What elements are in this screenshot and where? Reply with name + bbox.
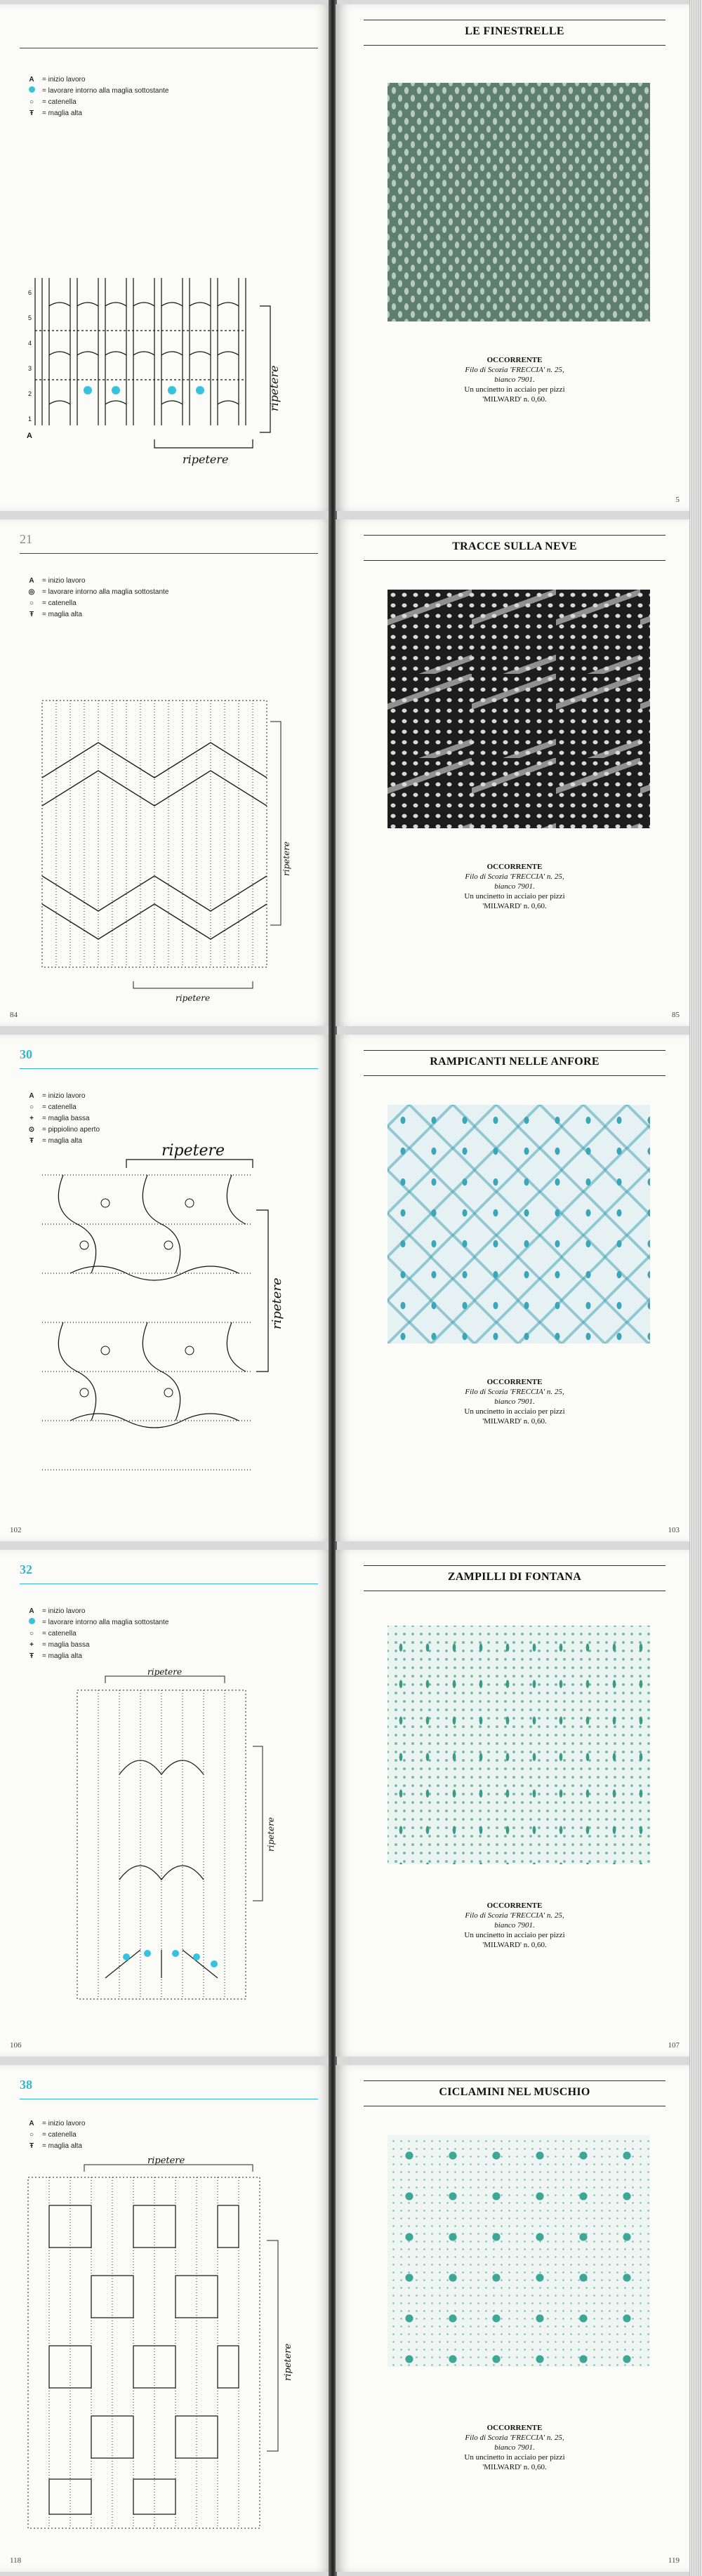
right-page	[336, 2065, 689, 2572]
materials-heading: OCCORRENTE	[486, 2424, 543, 2432]
materials-line: Un uncinetto in acciaio per pizzi	[464, 1931, 565, 1939]
page-edges	[689, 1030, 702, 1546]
legend-symbol: ○	[29, 2131, 34, 2139]
legend-text: = pippiolino aperto	[42, 1126, 100, 1134]
lace-swatch-photo	[388, 1105, 650, 1343]
materials-line: 'MILWARD' n. 0,60.	[482, 1417, 547, 1426]
legend-text: = inizio lavoro	[42, 1092, 86, 1100]
pattern-title: LE FINESTRELLE	[465, 25, 564, 37]
row-number: 1	[28, 416, 32, 423]
materials-line: Un uncinetto in acciaio per pizzi	[464, 2453, 565, 2462]
title-rule-bottom	[364, 1075, 665, 1076]
materials-heading: OCCORRENTE	[486, 1378, 543, 1386]
legend-text: = lavorare intorno alla maglia sottostante	[42, 87, 169, 95]
left-page	[0, 1550, 330, 2057]
crochet-chart	[28, 693, 295, 1002]
pattern-number: 21	[20, 532, 32, 546]
left-page	[0, 1035, 330, 1541]
page-number: 118	[10, 2556, 22, 2565]
ripetere-label: ripetere	[270, 1277, 284, 1329]
symbol-legend	[25, 74, 168, 119]
left-page	[0, 2065, 330, 2572]
right-page	[336, 1035, 689, 1541]
pattern-number: 38	[20, 2078, 32, 2092]
spread-zampilli-di-fontana	[0, 1546, 702, 2061]
materials-line: Filo di Scozia 'FRECCIA' n. 25,	[465, 2434, 564, 2442]
ripetere-label: ripetere	[267, 365, 281, 411]
pattern-title: ZAMPILLI DI FONTANA	[447, 1571, 582, 1583]
legend-text: = catenella	[42, 1103, 77, 1111]
legend-text: = lavorare intorno alla maglia sottostante	[42, 588, 169, 596]
materials-line: Filo di Scozia 'FRECCIA' n. 25,	[465, 1911, 564, 1920]
ripetere-label: ripetere	[161, 1142, 225, 1160]
legend-symbol: Ŧ	[29, 109, 34, 117]
legend-symbol: Ŧ	[29, 1652, 34, 1660]
materials-line: 'MILWARD' n. 0,60.	[482, 2463, 547, 2471]
page-edges	[689, 2061, 702, 2576]
right-page	[336, 4, 689, 511]
spread-le-finestrelle	[0, 0, 702, 515]
crochet-chart	[21, 2156, 302, 2549]
materials-heading: OCCORRENTE	[486, 1901, 543, 1910]
legend-text: = catenella	[42, 98, 77, 106]
right-page	[336, 1550, 689, 2057]
materials-line: Filo di Scozia 'FRECCIA' n. 25,	[465, 1388, 564, 1396]
legend-symbol: ◎	[28, 588, 35, 596]
page-edges	[689, 0, 702, 515]
ripetere-label: ripetere	[183, 453, 229, 466]
materials-heading: OCCORRENTE	[486, 863, 543, 871]
materials-line: Un uncinetto in acciaio per pizzi	[464, 385, 565, 394]
ripetere-label: ripetere	[266, 1817, 276, 1852]
symbol-legend	[25, 576, 168, 620]
legend-symbol: A	[29, 577, 34, 585]
materials-line: Un uncinetto in acciaio per pizzi	[464, 1407, 565, 1416]
header-rule	[20, 1068, 318, 1069]
legend-text: = inizio lavoro	[42, 577, 86, 585]
legend-symbol: ○	[29, 599, 34, 607]
legend-symbol: +	[29, 1115, 34, 1122]
ripetere-label: ripetere	[147, 1667, 183, 1677]
pattern-title: CICLAMINI NEL MUSCHIO	[439, 2086, 590, 2098]
page-number: 119	[668, 2556, 680, 2565]
legend-text: = inizio lavoro	[42, 1607, 86, 1615]
page-number: 107	[668, 2041, 680, 2050]
page-number: 5	[675, 496, 680, 504]
spread-ciclamini-nel-muschio	[0, 2061, 702, 2576]
materials-block	[364, 1901, 665, 1950]
symbol-legend	[25, 2118, 85, 2152]
legend-text: = maglia bassa	[42, 1641, 90, 1649]
title-rule-top	[364, 2080, 665, 2081]
crochet-chart	[28, 264, 281, 474]
legend-text: = maglia alta	[42, 1652, 82, 1660]
materials-line: Filo di Scozia 'FRECCIA' n. 25,	[465, 366, 564, 374]
legend-symbol: A	[29, 1092, 34, 1100]
legend-text: = maglia alta	[42, 611, 82, 618]
chart-stitch-grid	[35, 278, 246, 425]
page-number: 103	[668, 1526, 680, 1534]
row-number: 6	[28, 289, 32, 296]
materials-line: Filo di Scozia 'FRECCIA' n. 25,	[465, 872, 564, 881]
title-rule-top	[364, 535, 665, 536]
blue-dot-icon	[25, 86, 38, 97]
spread-tracce-sulla-neve	[0, 515, 702, 1030]
legend-symbol: Ŧ	[29, 2142, 34, 2150]
page-number: 102	[10, 1526, 22, 1534]
legend-text: = maglia alta	[42, 2142, 82, 2150]
materials-line: bianco 7901.	[494, 1921, 535, 1930]
title-rule-bottom	[364, 560, 665, 561]
legend-symbol: ○	[29, 98, 34, 106]
materials-line: bianco 7901.	[494, 2443, 535, 2452]
row-number: 4	[28, 340, 32, 347]
title-rule-bottom	[364, 45, 665, 46]
legend-symbol: ○	[29, 1630, 34, 1638]
materials-line: 'MILWARD' n. 0,60.	[482, 902, 547, 910]
ripetere-label: ripetere	[176, 993, 211, 1003]
legend-symbol: ○	[29, 1103, 34, 1111]
legend-symbol: A	[29, 76, 34, 84]
legend-text: = maglia alta	[42, 1137, 82, 1145]
materials-heading: OCCORRENTE	[486, 356, 543, 364]
title-rule-top	[364, 1050, 665, 1051]
pattern-title: TRACCE SULLA NEVE	[452, 540, 577, 552]
materials-block	[364, 2423, 665, 2472]
title-rule-top	[364, 1565, 665, 1566]
page-number: 85	[672, 1011, 680, 1019]
start-marker: A	[27, 432, 32, 440]
materials-block	[364, 862, 665, 911]
page-number: 106	[10, 2041, 22, 2050]
lace-swatch-photo	[388, 2135, 650, 2367]
legend-symbol: A	[29, 2120, 34, 2127]
page-edges	[689, 515, 702, 1030]
legend-text: = maglia alta	[42, 109, 82, 117]
ripetere-label: ripetere	[283, 2343, 293, 2381]
pattern-number: 30	[20, 1047, 32, 1061]
legend-text: = catenella	[42, 1630, 77, 1638]
materials-line: bianco 7901.	[494, 1397, 535, 1406]
materials-line: 'MILWARD' n. 0,60.	[482, 1941, 547, 1949]
left-page	[0, 519, 330, 1026]
materials-line: bianco 7901.	[494, 376, 535, 384]
materials-block	[364, 1377, 665, 1426]
crochet-chart	[63, 1669, 295, 2020]
right-page	[336, 519, 689, 1026]
legend-text: = inizio lavoro	[42, 76, 86, 84]
spread-rampicanti-nelle-anfore	[0, 1030, 702, 1546]
materials-line: Un uncinetto in acciaio per pizzi	[464, 892, 565, 901]
legend-symbol: Ŧ	[29, 611, 34, 618]
lace-swatch-photo	[388, 1626, 650, 1864]
legend-symbol: ⊙	[28, 1126, 35, 1134]
row-number: 3	[28, 365, 32, 372]
page-number: 84	[10, 1011, 18, 1019]
legend-text: = catenella	[42, 2131, 77, 2139]
legend-text: = maglia bassa	[42, 1115, 90, 1122]
legend-text: = lavorare intorno alla maglia sottostante	[42, 1619, 169, 1626]
pattern-number: 32	[20, 1562, 32, 1576]
legend-text: = catenella	[42, 599, 77, 607]
ripetere-label: ripetere	[282, 841, 291, 876]
legend-symbol: +	[29, 1641, 34, 1649]
materials-line: 'MILWARD' n. 0,60.	[482, 395, 547, 404]
materials-line: bianco 7901.	[494, 882, 535, 891]
legend-text: = inizio lavoro	[42, 2120, 86, 2127]
row-number: 2	[28, 390, 32, 397]
lace-swatch-photo	[388, 590, 650, 828]
legend-symbol: Ŧ	[29, 1137, 34, 1145]
row-number: 5	[28, 314, 32, 321]
page-edges	[689, 1546, 702, 2061]
header-rule	[20, 553, 318, 554]
materials-block	[364, 355, 665, 404]
crochet-chart	[42, 1142, 295, 1512]
legend-symbol: A	[29, 1607, 34, 1615]
blue-dot-icon	[25, 1617, 38, 1628]
ripetere-label: ripetere	[147, 2156, 185, 2166]
pattern-title: RAMPICANTI NELLE ANFORE	[430, 1056, 600, 1068]
symbol-legend	[25, 1091, 100, 1147]
left-page	[0, 4, 330, 511]
symbol-legend	[25, 1606, 168, 1662]
lace-swatch-photo	[388, 83, 650, 321]
